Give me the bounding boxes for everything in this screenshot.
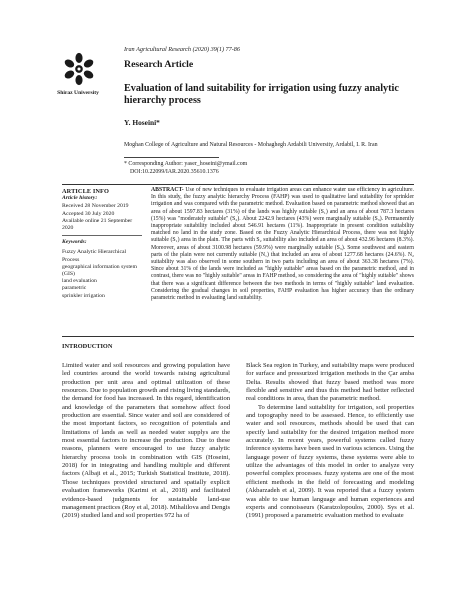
- keyword: land evaluation: [62, 278, 97, 285]
- article-history-label: Article history:: [62, 195, 98, 202]
- university-logo-icon: [62, 52, 96, 86]
- footnote-rule: [124, 157, 219, 158]
- introduction-heading: INTRODUCTION: [62, 343, 113, 350]
- intro-paragraph: To determine land suitability for irrigation, soil properties and topography need to be assessed. Hence, to efficiently use water and soil resources, methods should be used that can specify land suitability for the desired irrigation method more accurately. In recent years, powerful systems called fuzzy inference systems have been used in various sciences. Using the language power of fuzzy systems, these systems were able to utilize the advantages of this model in order to analyze very powerful complex processes. fuzzy systems are one of the most efficient methods in the field of forecasting and modeling (Akbarzadeh et al, 2009). It was reported that a fuzzy system was able to use human language and human experiences and experts and connoisseurs (Karatzolopoulos, 2000). Sys et al. (1991) proposed a parametric evaluation method to evaluate: [246, 403, 414, 520]
- intro-paragraph: Black Sea region in Turkey, and suitability maps were produced for surface and pressurized irrigation methods in the Çar amba Delta. Results showed that fuzzy based method was more flexible and sensitive and thus this method had better reflected real conditions in area, than the parametric method.: [246, 362, 414, 403]
- abstract-rule: [62, 336, 414, 337]
- keyword: parametric: [62, 285, 87, 292]
- article-info: [62, 188, 142, 300]
- keyword: sprinkler irrigation: [62, 292, 105, 299]
- abstract-text: Use of new techniques to evaluate irrigation areas can enhance water use efficiency in agriculture. In this study, the fuzzy analytic hierarchy Process (FAHP) was used to qualitative land suitability for sprinkler irrigation and was compared with the parametric method. Evaluation based on parametric method showed that an area of about 1597.83 hectares (31%) of the lands was highly suitable (S₁) and an area of about 787.3 hectares (15%) was "moderately suitable" (S₂). About 2242.9 hectares (43%) were marginally suitable (S₃). Permanently inappropriate suitability included about 546.91 hectares (11%). Inappropriate in present condition suitability matched no land in the study zone. Based on the Fuzzy Analytic Hierarchical Process, there was not highly suitable (S₁) area in the plain. The parts with S₂ suitability also included an area of about 432.96 hectares (8.3%). Moreover, areas of about 3100.98 hectares (59.9%) were marginally suitable (S₃). Some southwest and eastern parts of the plain were not currently suitable (N₁) that included an area of about 1277.68 hectares (24.6%). N₂ suitability was also observed in some southern in two parts including an area of about 363.38 hectares (7%). Since about 31% of the lands were included as "highly suitable" areas based on the parametric method, and in contrast, there was no "highly suitable" areas in FAHP method, so considering the area of "highly suitable" shows that there was a significant difference between the two methods in terms of "highly suitable" land evaluation. Considering the gradual changes in soil properties, FAHP evaluation has higher accuracy than the ordinary parametric method in evaluating land suitability.: [151, 187, 414, 302]
- info-divider: [62, 235, 142, 236]
- correspondence: [124, 161, 247, 176]
- doi: DOI:10.22099/IAR.2020.35610.1376: [130, 168, 219, 175]
- intro-paragraph: Limited water and soil resources and growing population have led countries around the world towards raising agricultural production per unit area and optimal utilization of these resources. Due to population growth and rising living standards, the demand for food has increased. In this regard, identification and knowledge of the parameters that somehow affect food production are essential. Since water and soil are considered of the most important factors, so recognition of potentials and limitations of lands as well as needed water supplys are the most essential factors to increase the production. Due to these reasons, planners were encouraged to use fuzzy analytic hierarchy process tools in combination with GIS (Hoseini, 2018) for in integrating and handling multiple and different factors (Albaji et al., 2015; Turkish Statistical Institute, 2018). Those techniques provided structured and spatially explicit evaluation frameworks (Karimi et al., 2018) and facilitated evidence-based judgments for sustainable land-use management practices (Roy et al, 2018). Mihalilova and Dengis (2019) studied land and soil properties 972 ha of: [62, 362, 231, 520]
- paper-title: Evaluation of land suitability for irrigation using fuzzy analytic hierarchy process: [124, 83, 399, 106]
- keyword: geographical information system (GIS): [62, 263, 137, 278]
- keyword: Fuzzy Analytic Hierarchical Process: [62, 249, 127, 263]
- introduction-column-right: [246, 362, 414, 521]
- header-rule: [62, 184, 414, 185]
- article-info-heading: ARTICLE INFO: [62, 188, 109, 195]
- article-type: Research Article: [124, 59, 194, 70]
- journal-citation: Iran Agricultural Research (2020) 39(1) 77-86: [124, 46, 240, 53]
- author: Y. Hoseini*: [124, 118, 160, 127]
- abstract-label: ABSTRACT-: [151, 187, 184, 193]
- corresponding-author: * Corresponding Author: yaser_hoseini@ymail.com: [124, 161, 248, 167]
- university-name: Shiraz University: [57, 90, 99, 96]
- abstract: [151, 187, 414, 302]
- history-accepted: Accepted 30 July 2020: [62, 210, 115, 217]
- history-available: Available online 21 September 2020: [62, 217, 133, 232]
- history-received: Received 28 November 2019: [62, 203, 129, 210]
- keywords-label: Keywords:: [62, 239, 87, 246]
- introduction-column-left: [62, 362, 230, 521]
- affiliation: Moghan College of Agriculture and Natural Resources - Mohaghegh Ardabili University, Ardabil, I. R. Iran: [124, 142, 378, 148]
